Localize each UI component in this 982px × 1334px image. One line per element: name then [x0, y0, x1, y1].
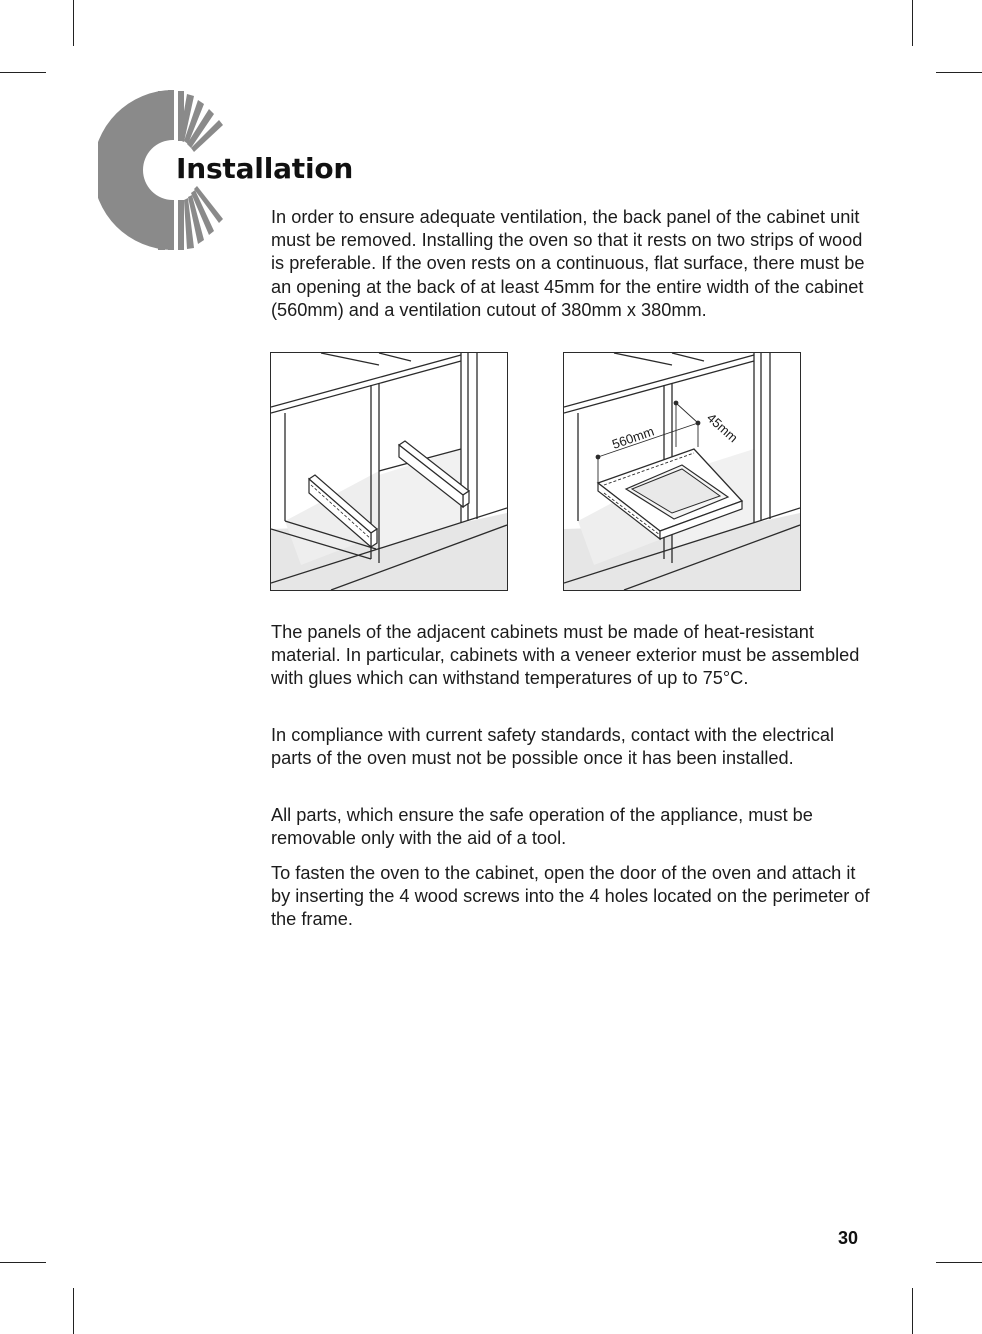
crop-mark-bottom-right-h: [936, 1262, 982, 1263]
paragraph-removable-parts: All parts, which ensure the safe operation of the appliance, must be removable only with the aid of a tool.: [271, 805, 813, 849]
paragraph-ventilation: In order to ensure adequate ventilation, the back panel of the cabinet unit must be removed. Installing the oven so that it rests on two strips of wood is preferable. If the oven rests on a continuous, flat surface, there must be an opening at the back of at least 45mm for the entire width of the cabinet (560mm) and a ventilation cutout of 380mm x 380mm.: [271, 207, 865, 320]
crop-mark-top-left-h: [0, 72, 46, 73]
crop-mark-bottom-right: [912, 1288, 913, 1334]
paragraph-heat-resistant: The panels of the adjacent cabinets must be made of heat-resistant material. In particular, cabinets with a veneer exterior must be assembled with glues which can withstand temperatures of up to 75°C.: [271, 622, 860, 689]
dimension-depth-label: 45mm: [703, 410, 741, 446]
crop-mark-top-right: [912, 0, 913, 46]
page-title: Installation: [176, 152, 354, 185]
page-number: 30: [837, 1228, 858, 1248]
paragraph-fastening: To fasten the oven to the cabinet, open the door of the oven and attach it by inserting the 4 wood screws into the 4 holes located on the perimeter of the frame.: [271, 863, 870, 930]
figure-ventilation-cutout: [563, 352, 801, 591]
crop-mark-top-left: [73, 0, 74, 46]
figure-wood-strips: [270, 352, 508, 591]
dimension-width-label: 560mm: [610, 423, 656, 452]
paragraph-electrical-safety: In compliance with current safety standards, contact with the electrical parts of the oven must not be possible once it has been installed.: [271, 725, 835, 769]
crop-mark-top-right-h: [936, 72, 982, 73]
crop-mark-bottom-left-h: [0, 1262, 46, 1263]
crop-mark-bottom-left: [73, 1288, 74, 1334]
